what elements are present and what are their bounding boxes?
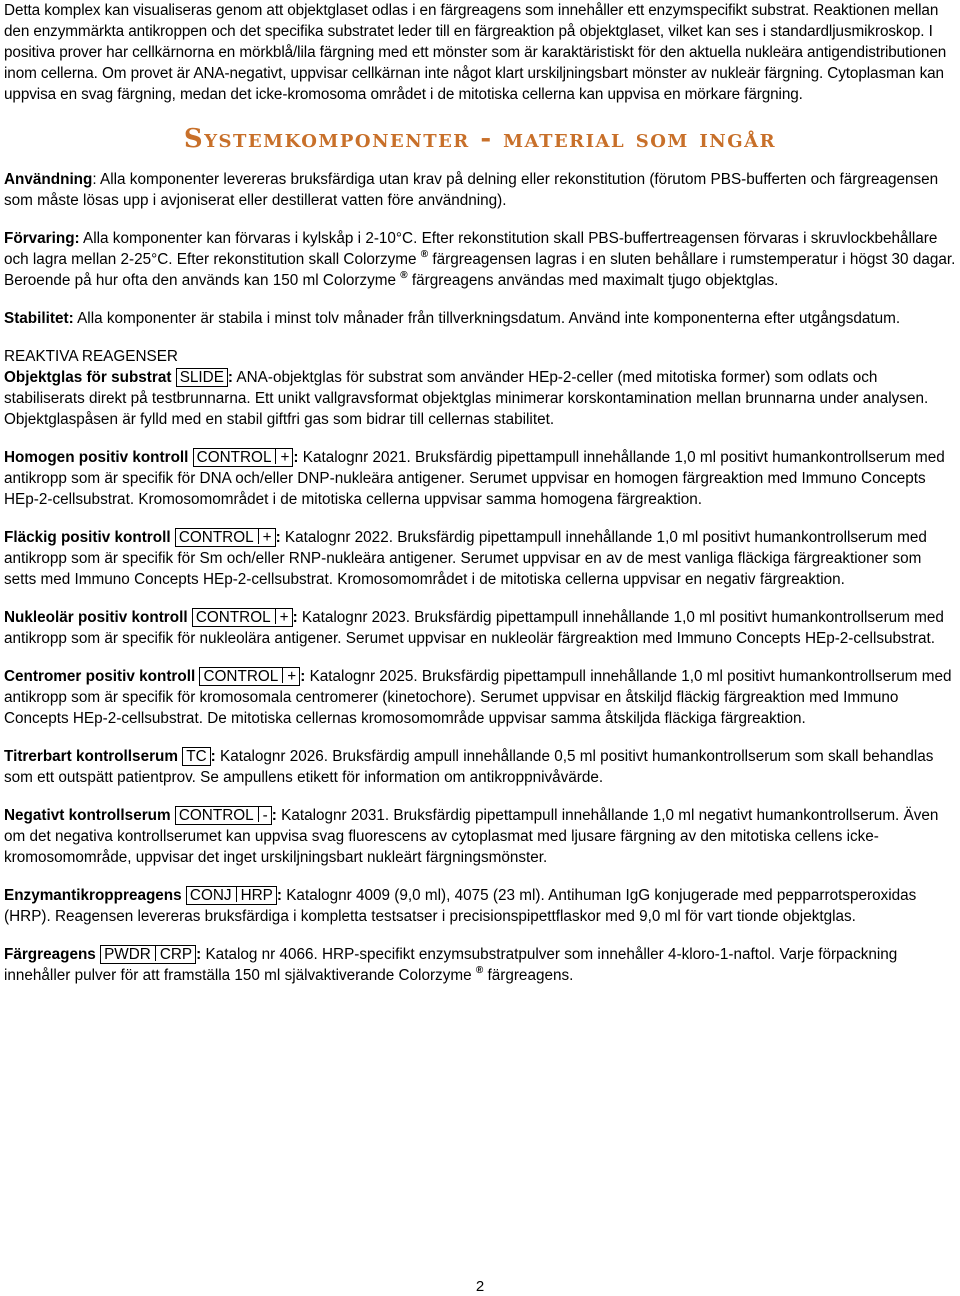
slide-symbol bbox=[176, 368, 228, 387]
symbol-part: + bbox=[287, 668, 297, 685]
titrerbart-paragraph bbox=[4, 746, 956, 788]
symbol-divider bbox=[236, 887, 237, 902]
slide-paragraph bbox=[4, 367, 956, 430]
symbol-divider bbox=[258, 807, 259, 822]
control-plus-symbol bbox=[192, 608, 293, 627]
storage-text-a: Alla komponenter kan förvaras i kylskåp i 2-10°C. Efter rekonstitution skall PBS-buffertreagensen förvaras i skruvlockbehållare och lagra mellan 2-25°C. Efter rekonstitution skall Colorzyme bbox=[4, 230, 938, 268]
reagents-heading: REAKTIVA REAGENSER bbox=[4, 348, 178, 365]
symbol-divider bbox=[155, 946, 156, 961]
pwdr-crp-symbol bbox=[100, 945, 196, 964]
symbol-part: CONTROL bbox=[178, 807, 254, 824]
negativt-paragraph bbox=[4, 805, 956, 868]
registered-mark: ® bbox=[400, 270, 408, 281]
usage-paragraph bbox=[4, 169, 956, 211]
nukleolar-paragraph bbox=[4, 607, 956, 649]
flackig-colon: : bbox=[275, 529, 281, 546]
usage-text: Alla komponenter levereras bruksfärdiga utan krav på delning eller rekonstitution (förutom PBS-bufferten och färgreagensen som måste lösas upp i avjoniserat eller destillerat vatten före användning). bbox=[4, 171, 939, 209]
enzym-text: Katalognr 4009 (9,0 ml), 4075 (23 ml). Antihuman IgG konjugerade med pepparrotsperoxidas (HRP). Reagensen levereras bruksfärdiga i kompletta testsatser i precisionspipettflaskor med 9,0 ml för vart tionde objektglas. bbox=[4, 887, 917, 925]
usage-label: Användning bbox=[4, 171, 93, 188]
fargreagens-colon: : bbox=[196, 946, 202, 963]
homogen-colon: : bbox=[293, 449, 299, 466]
control-plus-symbol bbox=[193, 448, 294, 467]
fargreagens-paragraph bbox=[4, 944, 956, 986]
flackig-label: Fläckig positiv kontroll bbox=[4, 529, 175, 546]
symbol-divider bbox=[275, 609, 276, 624]
control-minus-symbol bbox=[175, 806, 272, 825]
symbol-part: + bbox=[280, 449, 290, 466]
centromer-label: Centromer positiv kontroll bbox=[4, 668, 200, 685]
symbol-part: - bbox=[262, 807, 268, 824]
negativt-label: Negativt kontrollserum bbox=[4, 807, 175, 824]
storage-label: Förvaring: bbox=[4, 230, 80, 247]
storage-text-c: färgreagens användas med maximalt tjugo objektglas. bbox=[407, 272, 779, 289]
symbol-part: + bbox=[262, 529, 272, 546]
negativt-colon: : bbox=[271, 807, 277, 824]
symbol-part: CONJ bbox=[189, 887, 232, 904]
nukleolar-label: Nukleolär positiv kontroll bbox=[4, 609, 192, 626]
homogen-label: Homogen positiv kontroll bbox=[4, 449, 193, 466]
titrerbart-text: Katalognr 2026. Bruksfärdig ampull innehållande 0,5 ml positivt humankontrollserum som skall behandlas som ett outspätt patientprov. Se ampullens etikett för information om antikroppnivåvärde. bbox=[4, 748, 934, 786]
storage-paragraph bbox=[4, 228, 956, 291]
symbol-part: CONTROL bbox=[195, 609, 271, 626]
symbol-part: CONTROL bbox=[196, 449, 272, 466]
nukleolar-colon: : bbox=[292, 609, 298, 626]
symbol-part: HRP bbox=[240, 887, 273, 904]
control-plus-symbol bbox=[199, 667, 300, 686]
symbol-part: CONTROL bbox=[203, 668, 279, 685]
registered-mark: ® bbox=[420, 249, 429, 260]
intro-paragraph: Detta komplex kan visualiseras genom att objektglaset odlas i en färgreagens som innehåller ett enzymspecifikt substrat. Reaktionen mellan den enzymmärkta antikroppen och det specifika substratet leder till en färgreaktion på objektglaset, vilket kan ses i standardljusmikroskop. I positiva prover har cellkärnorna en mörkblå/lila färgning med ett mönster som är karaktäristiskt för den aktuella nukleära antigendistributionen inom cellerna. Om provet är ANA-negativt, uppvisar cellkärnan inte något klart urskiljningsbart mönster av nukleär färgning. Cytoplasman kan uppvisa en svag färgning, medan det icke-kromosoma området i de mitotiska cellerna kan uppvisa en mörkare färgning. bbox=[4, 2, 947, 103]
symbol-divider bbox=[275, 449, 276, 464]
titrerbart-label: Titrerbart kontrollserum bbox=[4, 748, 183, 765]
centromer-text: Katalognr 2025. Bruksfärdig pipettampull innehållande 1,0 ml positivt humankontrollserum med antikropp som är specifik för kromosomala centromerer (kinetochore). Serumet uppvisar en åtskiljd fläckig färgreaktion med Immuno Concepts HEp-2-cellsubstrat. De mitotiska cellernas kromosomområde uppvisar samma åtskiljda fläckiga färgreaktion. bbox=[4, 668, 952, 727]
fargreagens-text-b: färgreagens. bbox=[483, 967, 574, 984]
homogen-paragraph bbox=[4, 447, 956, 510]
document-page bbox=[4, 0, 956, 1003]
section-heading: Systemkomponenter - material som ingår bbox=[183, 124, 777, 154]
centromer-colon: : bbox=[300, 668, 306, 685]
usage-colon: : bbox=[92, 171, 97, 188]
slide-colon: : bbox=[227, 369, 234, 386]
symbol-part: TC bbox=[186, 748, 207, 765]
symbol-divider bbox=[282, 668, 283, 683]
slide-label: Objektglas för substrat bbox=[4, 369, 176, 386]
flackig-text: Katalognr 2022. Bruksfärdig pipettampull innehållande 1,0 ml positivt humankontrollserum med antikropp som är specifik för Sm och/eller RNP-nukleära antigener. Serumet uppvisar en av de mest vanliga fläckiga färgreaktioner som setts med Immuno Concepts HEp-2-cellsubstrat. Kromosomområdet i de mitotiska cellerna uppvisar en negativ färgreaktion. bbox=[4, 529, 927, 588]
stability-label: Stabilitet: bbox=[4, 310, 74, 327]
stability-paragraph bbox=[4, 308, 956, 329]
page-number: 2 bbox=[475, 1278, 485, 1295]
symbol-part: CONTROL bbox=[178, 529, 254, 546]
symbol-part: + bbox=[279, 609, 289, 626]
registered-mark: ® bbox=[475, 965, 484, 976]
enzym-paragraph bbox=[4, 885, 956, 927]
tc-symbol bbox=[182, 747, 210, 766]
fargreagens-label: Färgreagens bbox=[4, 946, 101, 963]
centromer-paragraph bbox=[4, 666, 956, 729]
conj-hrp-symbol bbox=[186, 886, 277, 905]
storage-text-b: färgreagensen lagras i en sluten behållare i rumstemperatur i högst 30 dagar. Beroende på hur ofta den används kan 150 ml Colorzyme bbox=[4, 251, 956, 289]
enzym-label: Enzymantikroppreagens bbox=[4, 887, 186, 904]
symbol-part: CRP bbox=[159, 946, 193, 963]
symbol-part: PWDR bbox=[104, 946, 151, 963]
nukleolar-text: Katalognr 2023. Bruksfärdig pipettampull innehållande 1,0 ml positivt humankontrollserum med antikropp som är specifik för nukleolära antigener. Serumet uppvisar en nukleolär färgreaktion med Immuno Concepts HEp-2-cellsubstrat. bbox=[4, 609, 944, 647]
homogen-text: Katalognr 2021. Bruksfärdig pipettampull innehållande 1,0 ml positivt humankontrollserum med antikropp som är specifik för DNA och/eller DNP-nukleära antigener. Serumet uppvisar en homogen färgreaktion med Immuno Concepts HEp-2-cellsubstrat. Kromosomområdet i de mitotiska cellerna uppvisar samma homogena färgreaktion. bbox=[4, 449, 945, 508]
stability-text: Alla komponenter är stabila i minst tolv månader från tillverkningsdatum. Använd inte komponenterna efter utgångsdatum. bbox=[73, 310, 901, 327]
slide-text: ANA-objektglas för substrat som använder HEp-2-celler (med mitotiska former) som odlats och stabiliserats direkt på testbrunnarna. Ett unikt vallgravsformat objektglas minimerar korskontamination mellan brunnarna under analysen. Objektglaspåsen är fylld med en stabil giftfri gas som bidrar till cellernas stabilitet. bbox=[4, 369, 929, 428]
negativt-text: Katalognr 2031. Bruksfärdig pipettampull innehållande 1,0 ml negativt humankontrollserum. Även om det negativa kontrollserumet kan uppvisa svag fluorescens av cytoplasmat med ljusare färgning av den mitotiska cellens icke-kromosomområde, uppvisar det inget urskiljningsbart nukleärt färgningsmönster. bbox=[4, 807, 939, 866]
flackig-paragraph bbox=[4, 527, 956, 590]
control-plus-symbol bbox=[175, 528, 276, 547]
symbol-divider bbox=[258, 529, 259, 544]
slide-symbol-text: SLIDE bbox=[179, 369, 224, 386]
fargreagens-text-a: Katalog nr 4066. HRP-specifikt enzymsubstratpulver som innehåller 4-kloro-1-naftol. Varje förpackning innehåller pulver för att framställa 150 ml självaktiverande Colorzyme bbox=[4, 946, 898, 984]
enzym-colon: : bbox=[276, 887, 282, 904]
titrerbart-colon: : bbox=[210, 748, 216, 765]
